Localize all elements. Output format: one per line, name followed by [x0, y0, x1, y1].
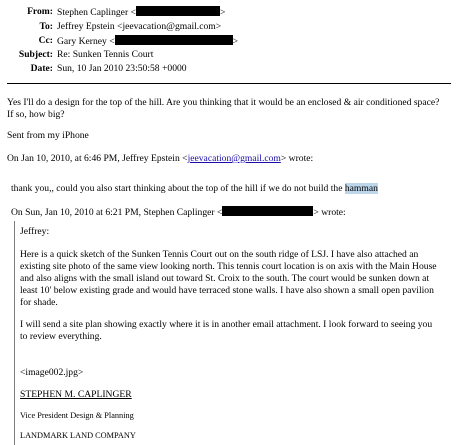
- highlighted-word: hamman: [344, 183, 378, 194]
- from-value: Stephen Caplinger < >: [57, 7, 226, 18]
- attribution-jeffrey: On Jan 10, 2010, at 6:46 PM, Jeffrey Epstein <jeevacation@gmail.com> wrote:: [7, 153, 314, 164]
- cc-label: Cc:: [38, 35, 53, 46]
- redaction-bar: [222, 206, 313, 216]
- to-value: Jeffrey Epstein <jeevacation@gmail.com>: [57, 21, 222, 32]
- redaction-bar: [136, 6, 220, 16]
- from-label: From:: [27, 6, 53, 17]
- to-label: To:: [39, 21, 53, 32]
- subject-label: Subject:: [18, 49, 53, 60]
- signature-title: Vice President Design & Planning: [20, 411, 134, 420]
- redaction-bar: [115, 35, 233, 45]
- quoted-paragraph-2: I will send a site plan showing exactly where it is in another email attachment. I look forward to seeing you to review everything.: [20, 319, 433, 342]
- date-value: Sun, 10 Jan 2010 23:50:58 +0000: [57, 63, 187, 74]
- attachment-placeholder: <image002.jpg>: [20, 367, 84, 378]
- signature-name: STEPHEN M. CAPLINGER: [20, 389, 132, 400]
- date-label: Date:: [30, 63, 53, 74]
- signature-company: LANDMARK LAND COMPANY: [20, 431, 136, 440]
- quote-bar: [14, 221, 15, 445]
- subject-value: Re: Sunken Tennis Court: [57, 49, 154, 60]
- quoted-greeting: Jeffrey:: [20, 226, 50, 237]
- attribution-stephen: On Sun, Jan 10, 2010 at 6:21 PM, Stephen Caplinger < > wrote:: [11, 207, 346, 218]
- jeffrey-message: thank you,, could you also start thinking about the top of the hill if we do not build the hamman: [11, 183, 378, 194]
- signature-sent-from: Sent from my iPhone: [7, 130, 89, 141]
- reply-text: Yes I'll do a design for the top of the hill. Are you thinking that it would be an enclosed & air conditioned space? If so, how big?: [7, 97, 440, 120]
- email-link[interactable]: jeevacation@gmail.com: [187, 153, 281, 164]
- cc-value: Gary Kerney < >: [57, 36, 239, 47]
- header-divider: [7, 83, 451, 84]
- quoted-paragraph-1: Here is a quick sketch of the Sunken Tennis Court out on the south ridge of LSJ. I have also attached an existing site photo of the same view looking north. This tennis court location is on axis with the Main House and also aligns with the small island out toward St. Croix to the south. The court would be sunken down at least 10' below existing grade and would have terraced stone walls. I have also shown a small open pavilion for shade.: [20, 249, 437, 308]
